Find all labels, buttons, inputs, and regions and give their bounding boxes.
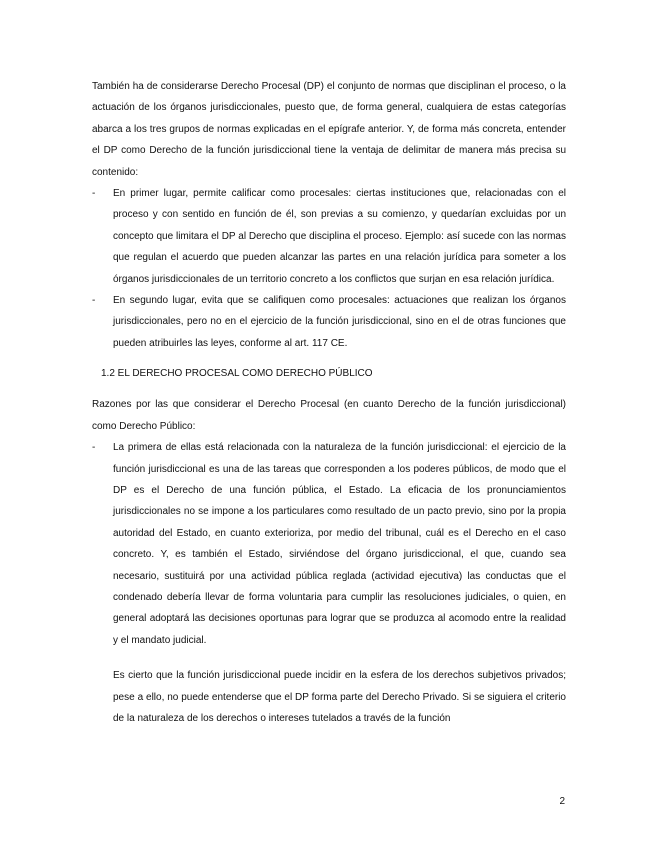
page-content: [92, 76, 566, 729]
list-dash: -: [92, 442, 96, 454]
list-item: [92, 437, 566, 651]
list-item-text: La primera de ellas está relacionada con la naturaleza de la función jurisdiccional: el ejercicio de la función jurisdiccional es una de las tareas que corresponden a los poderes públicos, de modo que el DP es el Derecho de una función pública, el Estado. La eficacia de los pronunciamientos jurisdiccionales no se impone a los particulares como resultado de un pacto previo, sino por la propia autoridad del Estado, en cuanto exterioriza, por medio del tribunal, cuál es el Derecho en el caso concreto. Y, es también el Estado, sirviéndose del órgano jurisdiccional, el que, cuando sea necesario, sustituirá por una actividad pública reglada (actividad ejecutiva) las conductas que el condenado debería llevar de forma voluntaria para cumplir las resoluciones judiciales, o quien, en general adoptará las decisiones oportunas para lograr que se produzca al acomodo entre la realidad y el mandato judicial.: [113, 442, 566, 646]
reasons-list: [92, 437, 566, 651]
list-item-text: En segundo lugar, evita que se califiquen como procesales: actuaciones que realizan los órganos jurisdiccionales, pero no en el ejercicio de la función jurisdiccional, sino en el de otras funciones que pueden atribuirles las leyes, conforme al art. 117 CE.: [113, 295, 566, 349]
final-paragraph: Es cierto que la función jurisdiccional puede incidir en la esfera de los derechos subjetivos privados; pese a ello, no puede entenderse que el DP forma parte del Derecho Privado. Si se siguiera el criterio de la naturaleza de los derechos o intereses tutelados a través de la función: [113, 670, 566, 724]
list-dash: -: [92, 188, 96, 200]
list-item-text: En primer lugar, permite calificar como procesales: ciertas instituciones que, relacionadas con el proceso y con sentido en función de él, son previas a su comienzo, y quedarían excluidas por un concepto que limitara el DP al Derecho que disciplina el proceso. Ejemplo: así sucede con las normas que regulan el acuerdo que pueden alcanzar las partes en una relación jurídica para someter a los órganos jurisdiccionales de un territorio concreto a los conflictos que surjan en esa relación jurídica.: [113, 188, 566, 285]
list-item: [92, 290, 566, 354]
list-item: [92, 183, 566, 290]
intro-paragraph: También ha de considerarse Derecho Procesal (DP) el conjunto de normas que disciplinan el proceso, o la actuación de los órganos jurisdiccionales, puesto que, de forma general, cualquiera de estas categorías abarca a los tres grupos de normas explicadas en el epígrafe anterior. Y, de forma más concreta, entender el DP como Derecho de la función jurisdiccional tiene la ventaja de delimitar de manera más precisa su contenido:: [92, 81, 566, 178]
section-heading: 1.2 EL DERECHO PROCESAL COMO DERECHO PÚBLICO: [101, 368, 373, 380]
page-number: 2: [559, 796, 565, 807]
reasons-intro-paragraph: Razones por las que considerar el Derecho Procesal (en cuanto Derecho de la función jurisdiccional) como Derecho Público:: [92, 399, 566, 432]
list-dash: -: [92, 295, 96, 307]
scope-list: [92, 183, 566, 354]
